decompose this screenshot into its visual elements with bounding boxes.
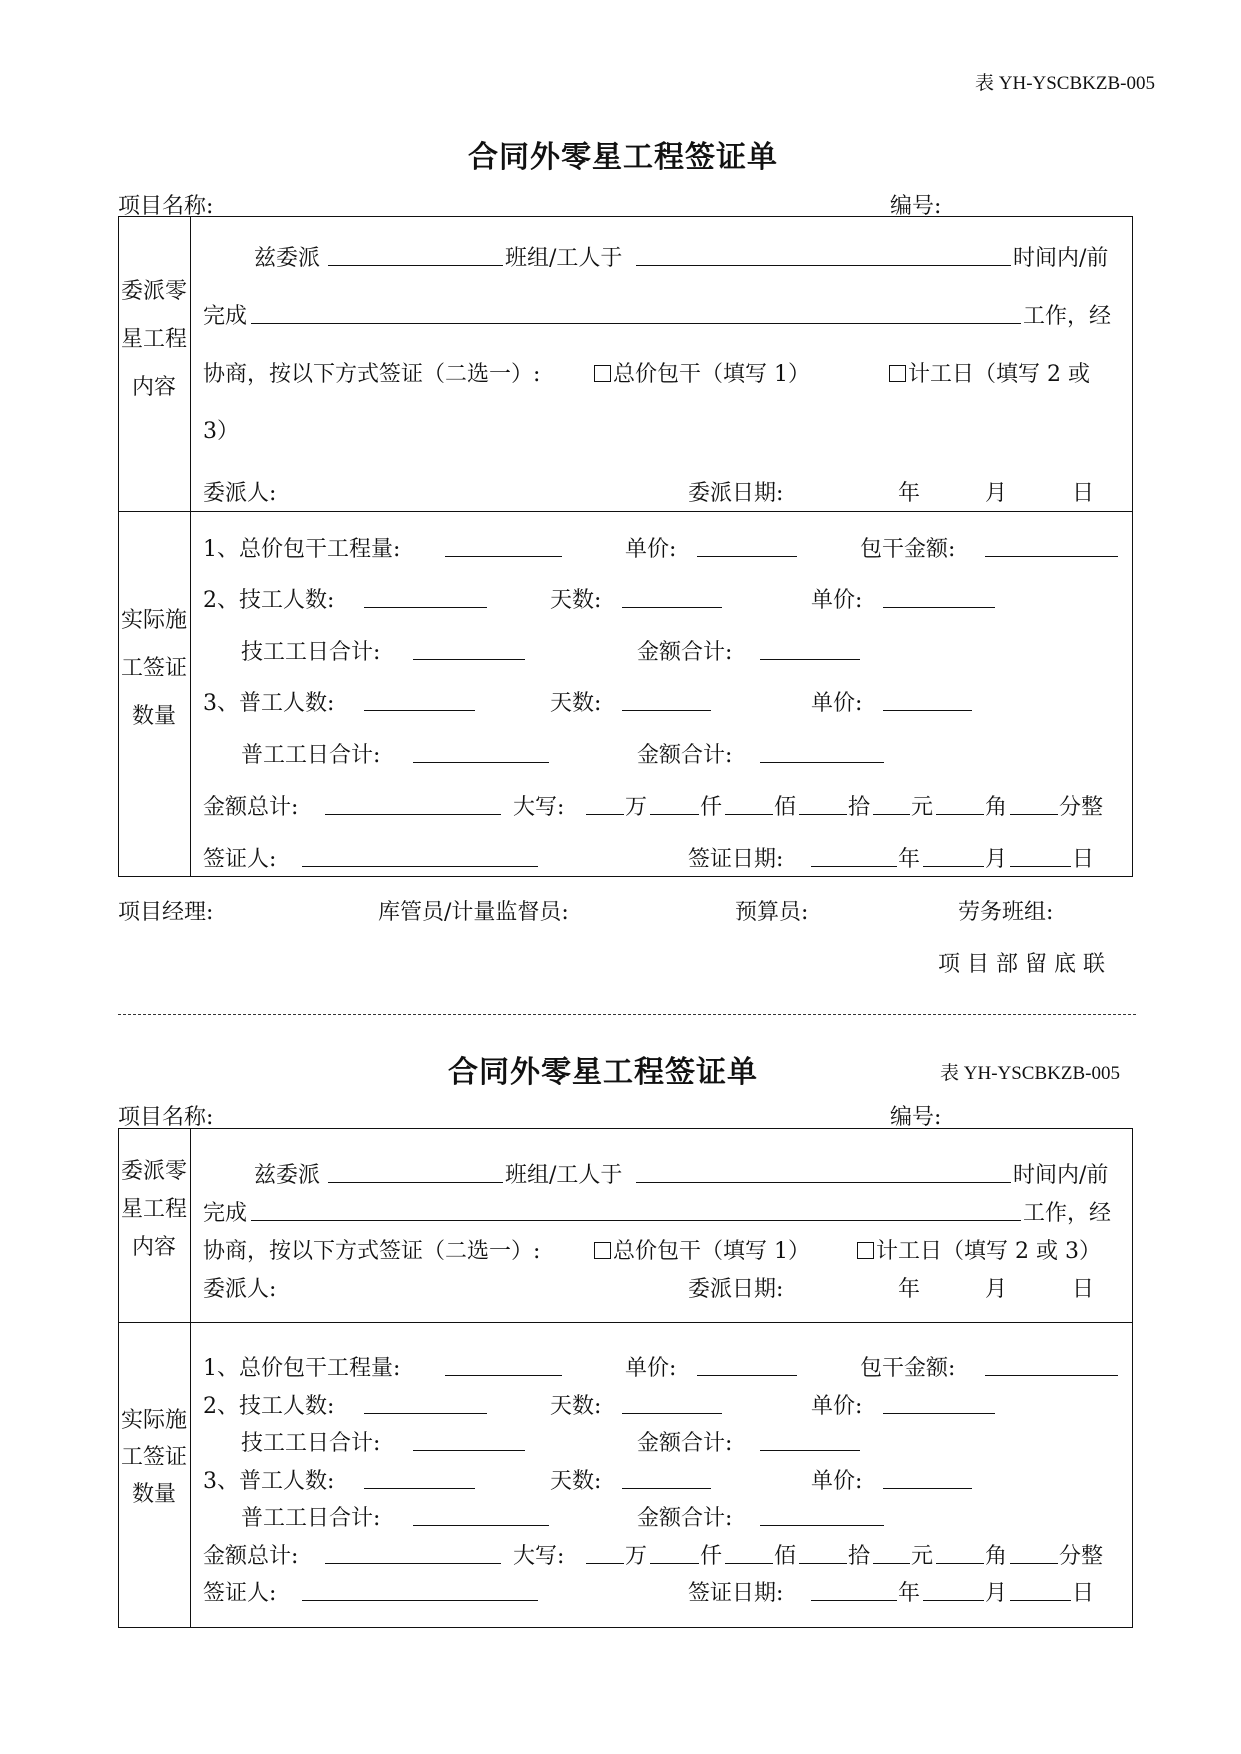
capital-label: 大写: [513,795,565,820]
section1-label-2: 委派零星工程内容 [120,1159,187,1260]
form-code: 表 YH-YSCBKZB-005 [975,73,1155,94]
skilled-days-total-label: 技工工日合计: [241,640,381,665]
qian-field[interactable] [650,814,699,815]
table-divider [190,216,191,877]
day-label: 日 [1072,481,1095,506]
assign-date-label: 委派日期: [688,481,784,506]
yuan-label-2: 元 [911,1544,934,1569]
work-field-2[interactable] [251,1220,1021,1221]
table-divider [118,1322,1133,1323]
option-lump-sum-2[interactable]: 总价包干（填写 1） [594,1234,810,1265]
skilled-count-label: 2、技工人数: [203,588,335,613]
method-label: 协商，按以下方式签证（二选一）: [203,362,541,387]
shi-field-2[interactable] [799,1563,847,1564]
day-label-2: 日 [1072,1277,1095,1302]
cert-year-field-2[interactable] [811,1600,897,1601]
cert-year-label-2: 年 [898,1581,921,1606]
yuan-field[interactable] [873,814,910,815]
skilled-count-label-2: 2、技工人数: [203,1394,335,1419]
jiao-field-2[interactable] [936,1563,984,1564]
cert-day-label-2: 日 [1072,1581,1095,1606]
complete-label: 完成 [203,304,248,329]
lump-qty-label: 1、总价包干工程量: [203,537,401,562]
general-count-label: 3、普工人数: [203,691,335,716]
option-daywork-2[interactable]: 计工日（填写 2 或 3） [857,1234,1101,1265]
skilled-count-field-2[interactable] [364,1413,487,1414]
complete-label-2: 完成 [203,1201,248,1226]
qian-label-2: 仟 [700,1544,723,1569]
general-amount-field[interactable] [760,762,884,763]
capital-label-2: 大写: [513,1544,565,1569]
option-daywork[interactable]: 计工日（填写 2 或 [889,357,1090,388]
general-days-total-label-2: 普工工日合计: [241,1506,381,1531]
grand-total-field[interactable] [325,814,501,815]
warehouse-label: 库管员/计量监督员: [378,900,569,925]
general-count-field[interactable] [364,710,475,711]
general-days-total-field-2[interactable] [413,1525,549,1526]
general-days-total-label: 普工工日合计: [241,743,381,768]
assign-date-label-2: 委派日期: [688,1277,784,1302]
general-days-label-2: 天数: [550,1469,602,1494]
cert-day-field-2[interactable] [1010,1600,1071,1601]
assign-team-label-2: 兹委派 [254,1163,321,1188]
checkbox-icon[interactable] [594,1242,611,1259]
wan-label-2: 万 [625,1544,648,1569]
cert-year-label: 年 [898,847,921,872]
workers-label-2: 班组/工人于 [505,1163,623,1188]
project-name-label-2: 项目名称: [118,1105,214,1130]
lump-amount-label: 包干金额: [860,537,956,562]
number-label: 编号: [890,194,942,219]
skilled-price-field-2[interactable] [883,1413,995,1414]
assigner-label-2: 委派人: [203,1277,277,1302]
budget-label: 预算员: [735,900,809,925]
time-field-2[interactable] [636,1182,1011,1183]
unit-price-label-2: 单价: [625,1356,677,1381]
table-divider [190,1128,191,1628]
month-label: 月 [985,481,1008,506]
general-amount-label-2: 金额合计: [637,1506,733,1531]
general-price-label-2: 单价: [811,1469,863,1494]
cert-year-field[interactable] [811,866,897,867]
yuan-label: 元 [911,795,934,820]
cert-day-field[interactable] [1010,866,1071,867]
wan-label: 万 [625,795,648,820]
cert-month-label: 月 [985,847,1008,872]
jiao-label-2: 角 [985,1544,1008,1569]
bai-field[interactable] [725,814,773,815]
labor-label: 劳务班组: [958,900,1054,925]
skilled-amount-label-2: 金额合计: [637,1431,733,1456]
form-title-2: 合同外零星工程签证单 [448,1055,758,1090]
fen-label: 分整 [1059,795,1104,820]
grand-total-field-2[interactable] [325,1563,501,1564]
grand-total-label: 金额总计: [203,795,299,820]
number-label-2: 编号: [890,1105,942,1130]
fen-field-2[interactable] [1010,1563,1058,1564]
option-daywork-cont: 3） [203,419,239,444]
general-count-label-2: 3、普工人数: [203,1469,335,1494]
work-label-2: 工作，经 [1023,1201,1112,1226]
form-title: 合同外零星工程签证单 [468,140,778,175]
certifier-label-2: 签证人: [203,1581,277,1606]
cert-date-label-2: 签证日期: [688,1581,784,1606]
jiao-label: 角 [985,795,1008,820]
section2-label-2: 实际施工签证数量 [120,1408,187,1507]
general-amount-field-2[interactable] [760,1525,884,1526]
month-label-2: 月 [985,1277,1008,1302]
skilled-price-label-2: 单价: [811,1394,863,1419]
wan-field-2[interactable] [586,1563,624,1564]
general-days-label: 天数: [550,691,602,716]
cert-month-field[interactable] [923,866,984,867]
skilled-price-field[interactable] [883,607,995,608]
general-amount-label: 金额合计: [637,743,733,768]
general-price-field-2[interactable] [883,1488,972,1489]
cut-line [118,1014,1136,1015]
workers-label: 班组/工人于 [505,246,623,271]
method-label-2: 协商，按以下方式签证（二选一）: [203,1239,541,1264]
skilled-count-field[interactable] [364,607,487,608]
work-label: 工作，经 [1023,304,1112,329]
year-label: 年 [898,481,921,506]
general-count-field-2[interactable] [364,1488,475,1489]
skilled-days-total-field-2[interactable] [413,1450,525,1451]
cert-date-label: 签证日期: [688,847,784,872]
days-label-2: 天数: [550,1394,602,1419]
skilled-days-total-field[interactable] [413,659,525,660]
bai-label: 佰 [774,795,797,820]
table-divider [118,511,1133,512]
certifier-field-2[interactable] [302,1600,538,1601]
checkbox-icon[interactable] [857,1242,874,1259]
yuan-field-2[interactable] [873,1563,910,1564]
unit-price-field[interactable] [697,556,797,557]
pm-label: 项目经理: [118,900,214,925]
shi-field[interactable] [799,814,847,815]
general-days-field-2[interactable] [622,1488,711,1489]
certifier-label: 签证人: [203,847,277,872]
grand-total-label-2: 金额总计: [203,1544,299,1569]
checkbox-icon[interactable] [594,365,611,382]
assign-team-label: 兹委派 [254,246,321,271]
bai-field-2[interactable] [725,1563,773,1564]
days-field-2[interactable] [622,1413,722,1414]
checkbox-icon[interactable] [889,365,906,382]
general-price-label: 单价: [811,691,863,716]
skilled-price-label: 单价: [811,588,863,613]
qian-label: 仟 [700,795,723,820]
qian-field-2[interactable] [650,1563,699,1564]
lump-qty-field[interactable] [445,556,562,557]
general-price-field[interactable] [883,710,972,711]
year-label-2: 年 [898,1277,921,1302]
time-label: 时间内/前 [1013,246,1109,271]
assigner-label: 委派人: [203,481,277,506]
certifier-field[interactable] [302,866,538,867]
section2-label: 实际施工签证数量 [120,608,187,729]
shi-label: 拾 [848,795,871,820]
wan-field[interactable] [586,814,624,815]
general-days-field[interactable] [622,710,711,711]
lump-amount-label-2: 包干金额: [860,1356,956,1381]
lump-qty-label-2: 1、总价包干工程量: [203,1356,401,1381]
copy-label: 项 目 部 留 底 联 [938,952,1105,977]
general-days-total-field[interactable] [413,762,549,763]
work-field[interactable] [251,323,1021,324]
option-lump-sum[interactable]: 总价包干（填写 1） [594,357,810,388]
skilled-amount-field-2[interactable] [760,1450,860,1451]
lump-amount-field[interactable] [985,556,1118,557]
lump-amount-field-2[interactable] [985,1375,1118,1376]
time-label-2: 时间内/前 [1013,1163,1109,1188]
days-field[interactable] [622,607,722,608]
cert-day-label: 日 [1072,847,1095,872]
team-field[interactable] [328,265,503,266]
unit-price-label: 单价: [625,537,677,562]
cert-month-label-2: 月 [985,1581,1008,1606]
shi-label-2: 拾 [848,1544,871,1569]
skilled-amount-field[interactable] [760,659,860,660]
team-field-2[interactable] [328,1182,503,1183]
form-code-2: 表 YH-YSCBKZB-005 [940,1063,1120,1084]
fen-label-2: 分整 [1059,1544,1104,1569]
time-field[interactable] [636,265,1011,266]
jiao-field[interactable] [936,814,984,815]
days-label: 天数: [550,588,602,613]
unit-price-field-2[interactable] [697,1375,797,1376]
skilled-amount-label: 金额合计: [637,640,733,665]
skilled-days-total-label-2: 技工工日合计: [241,1431,381,1456]
project-name-label: 项目名称: [118,194,214,219]
lump-qty-field-2[interactable] [445,1375,562,1376]
cert-month-field-2[interactable] [923,1600,984,1601]
bai-label-2: 佰 [774,1544,797,1569]
section1-label: 委派零星工程内容 [120,279,187,400]
fen-field[interactable] [1010,814,1058,815]
